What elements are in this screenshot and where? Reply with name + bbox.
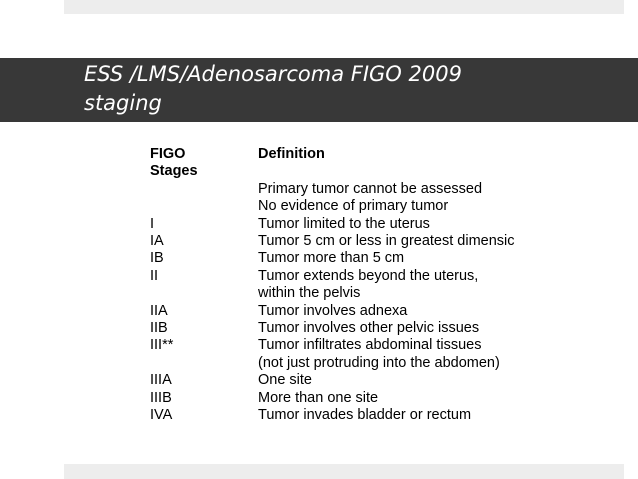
stage-cell: IIB xyxy=(150,320,168,337)
header-figo-stages xyxy=(150,146,258,181)
definition-cell: Tumor extends beyond the uterus, xyxy=(258,267,479,284)
table-row xyxy=(150,250,515,267)
table-row xyxy=(150,390,515,407)
slide-title xyxy=(84,60,604,118)
header-figo-label: FIGO xyxy=(150,146,186,162)
stage-cell xyxy=(150,198,258,215)
stage-cell: I xyxy=(150,215,155,232)
table-row xyxy=(150,198,515,215)
stage-cell xyxy=(150,285,258,302)
table-row xyxy=(150,303,515,320)
definition-cell: (not just protruding into the abdomen) xyxy=(258,354,500,371)
stage-cell: III** xyxy=(150,337,174,354)
header-definition: Definition xyxy=(258,146,325,162)
staging-table-image xyxy=(150,146,524,436)
stage-cell xyxy=(150,181,258,198)
table-row xyxy=(150,372,515,389)
table-body xyxy=(150,181,515,425)
slide-title-line-1: ESS /LMS/Adenosarcoma FIGO 2009 xyxy=(84,62,462,86)
stage-cell: IIA xyxy=(150,302,168,319)
definition-cell: Tumor invades bladder or rectum xyxy=(258,407,472,424)
top-decorative-bar xyxy=(64,0,624,14)
table-row xyxy=(150,268,515,285)
definition-cell: Tumor involves adnexa xyxy=(258,302,408,319)
stage-cell: IIIB xyxy=(150,389,172,406)
stage-cell: IA xyxy=(150,233,164,250)
table-row xyxy=(150,233,515,250)
table-row xyxy=(150,320,515,337)
bottom-decorative-bar xyxy=(64,464,624,479)
table-header-row xyxy=(150,146,515,181)
stage-cell xyxy=(150,355,258,372)
definition-cell: Primary tumor cannot be assessed xyxy=(258,180,483,197)
definition-cell: within the pelvis xyxy=(258,285,361,302)
definition-cell: Tumor involves other pelvic issues xyxy=(258,320,480,337)
figo-staging-table xyxy=(150,146,515,425)
slide-title-line-2: staging xyxy=(84,91,162,115)
stage-cell: II xyxy=(150,267,159,284)
table-row xyxy=(150,355,515,372)
definition-cell: Tumor more than 5 cm xyxy=(258,250,405,267)
table-row xyxy=(150,285,515,302)
table-row xyxy=(150,337,515,354)
table-row xyxy=(150,181,515,198)
stage-cell: IIIA xyxy=(150,372,172,389)
table-row xyxy=(150,216,515,233)
definition-cell: No evidence of primary tumor xyxy=(258,198,449,215)
stage-cell: IB xyxy=(150,250,164,267)
definition-cell: Tumor limited to the uterus xyxy=(258,215,430,232)
definition-cell: Tumor 5 cm or less in greatest dimensic xyxy=(258,233,515,250)
definition-cell: More than one site xyxy=(258,389,379,406)
header-stages-label: Stages xyxy=(150,163,198,180)
table-row xyxy=(150,407,515,424)
definition-cell: One site xyxy=(258,372,312,389)
definition-cell: Tumor infiltrates abdominal tissues xyxy=(258,337,482,354)
stage-cell: IVA xyxy=(150,407,173,424)
